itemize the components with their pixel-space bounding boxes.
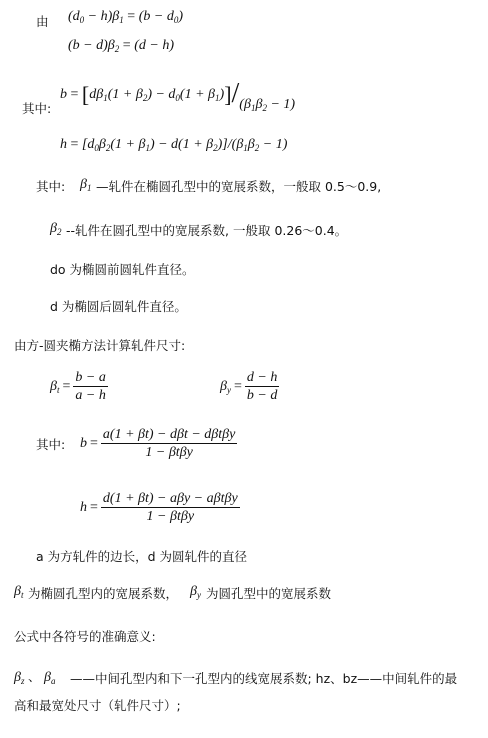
h-numerator: d(1 + βt) − aβy − aβtβy bbox=[102, 491, 238, 506]
equation-1: $(d_0 - h)\beta_1 = (b - d_0)$ bbox=[68, 9, 183, 25]
do-description: do 为椭圆前圆轧件直径。 bbox=[50, 262, 195, 277]
qizhong-label-3: 其中: bbox=[36, 437, 66, 452]
beta-y-denominator: b − d bbox=[246, 388, 278, 403]
beta-t-description: 为椭圆孔型内的宽展系数， bbox=[28, 586, 179, 601]
b-numerator: a(1 + βt) − dβt − dβtβy bbox=[102, 427, 236, 442]
method-heading: 由方-圆夹椭方法计算轧件尺寸: bbox=[14, 338, 186, 353]
qizhong-label-1: 其中: bbox=[22, 101, 52, 116]
beta2-description: --轧件在圆孔型中的宽展系数, 一般取 0.26～0.4。 bbox=[66, 223, 348, 238]
a-description: a 为方轧件的边长，d 为圆轧件的直径 bbox=[36, 549, 248, 564]
b-formula: b = $\frac{\text{a(1 + βt) − dβt − dβtβy}}{\text{1 − βtβy}}$ bbox=[80, 427, 236, 460]
equation-2: $(b - d)\beta_2 = (d - h)$ bbox=[68, 38, 174, 54]
beta1-symbol: $\beta_1$ bbox=[80, 177, 92, 193]
beta-y-numerator: d − h bbox=[246, 370, 278, 385]
equation-b: $b = [d\beta_1(1 + \beta_2) - d_0(1 + \beta_1)]/(\beta_1\beta_2 - 1)$ bbox=[60, 78, 296, 113]
symbols-heading: 公式中各符号的准确意义: bbox=[14, 629, 156, 644]
beta-y-symbol: $\beta_y$ bbox=[190, 584, 201, 600]
beta2-symbol: $\beta_2$ bbox=[50, 221, 62, 237]
beta1-description: —轧件在椭圆孔型中的宽展系数，一般取 0.5～0.9, bbox=[96, 179, 382, 194]
beta-t-symbol: $\beta_t$ bbox=[14, 584, 24, 600]
beta-y-description: 为圆孔型中的宽展系数 bbox=[206, 586, 332, 601]
you-label: 由 bbox=[36, 14, 49, 29]
beta-t-numerator: b − a bbox=[75, 370, 106, 385]
equation-h: $h = [d_0\beta_2(1 + \beta_1) - d(1 + \beta_2)]/(\beta_1\beta_2 - 1)$ bbox=[60, 137, 288, 153]
d-description: d 为椭圆后圆轧件直径。 bbox=[50, 299, 187, 314]
qizhong-label-2: 其中: bbox=[36, 179, 66, 194]
beta-t-denominator: a − h bbox=[75, 388, 106, 403]
h-denominator: 1 − βtβy bbox=[146, 509, 195, 524]
beta-z-a-symbols: $\beta_z$ 、 $\beta_a$ bbox=[14, 669, 56, 686]
b-denominator: 1 − βtβy bbox=[145, 445, 193, 460]
beta-y-formula: $\beta_y$ = $\frac{d - h}{b - d}$ bbox=[220, 370, 278, 403]
beta-t-formula: $\beta_t$ = $\frac{b - a}{a - h}$ bbox=[50, 370, 106, 403]
symbols-description-line-2: 高和最宽处尺寸（轧件尺寸）; bbox=[14, 698, 181, 713]
h-formula: h = $\frac{\text{d(1 + βt) − aβy − aβtβy}}{\text{1 − βtβy}}$ bbox=[80, 491, 238, 524]
symbols-description-line-1: ——中间孔型内和下一孔型内的线宽展系数; hz、bz——中间轧件的最 bbox=[70, 671, 458, 686]
